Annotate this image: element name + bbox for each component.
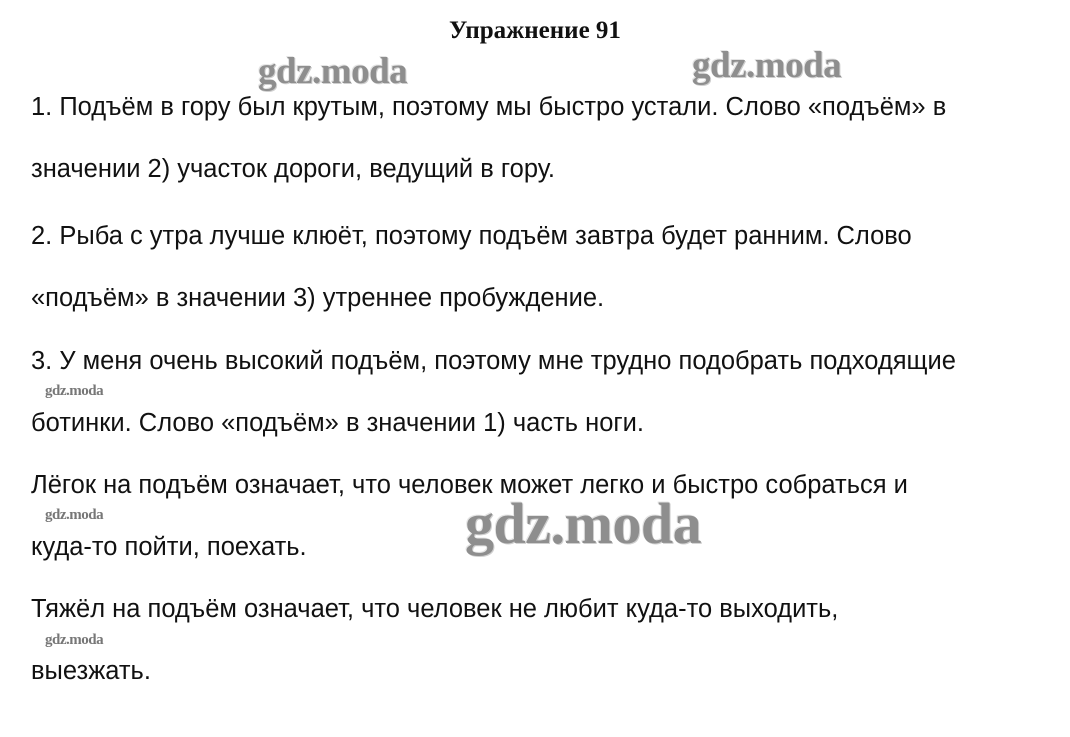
- paragraph-line: 1. Подъём в гору был крутым, поэтому мы быстро устали. Слово «подъём» в: [31, 93, 947, 121]
- paragraph-line: 3. У меня очень высокий подъём, поэтому мне трудно подобрать подходящие: [31, 347, 956, 375]
- watermark-logo: gdz.moda: [45, 383, 104, 399]
- paragraph-line: Лёгок на подъём означает, что человек может легко и быстро собраться и: [31, 471, 908, 499]
- paragraph-line: «подъём» в значении 3) утреннее пробуждение.: [31, 284, 605, 312]
- paragraph-line: ботинки. Слово «подъём» в значении 1) часть ноги.: [31, 409, 645, 437]
- definition-paragraph-2: [31, 578, 1041, 702]
- answer-paragraph-2: [31, 205, 1041, 329]
- paragraph-line: выезжать.: [31, 657, 151, 685]
- paragraph-line: Тяжёл на подъём означает, что человек не любит куда-то выходить,: [31, 595, 839, 623]
- paragraph-line: значении 2) участок дороги, ведущий в гору.: [31, 155, 555, 183]
- watermark-logo: gdz.moda: [692, 45, 842, 86]
- exercise-title: Упражнение 91: [449, 17, 621, 44]
- watermark-logo: gdz.moda: [465, 491, 702, 556]
- answer-paragraph-3: [31, 330, 1041, 454]
- answer-paragraph-1: [31, 76, 1041, 200]
- paragraph-line: куда-то пойти, поехать.: [31, 533, 307, 561]
- watermark-logo: gdz.moda: [45, 507, 104, 523]
- watermark-logo: gdz.moda: [258, 51, 408, 92]
- paragraph-line: 2. Рыба с утра лучше клюёт, поэтому подъём завтра будет ранним. Слово: [31, 222, 912, 250]
- watermark-logo: gdz.moda: [45, 632, 104, 648]
